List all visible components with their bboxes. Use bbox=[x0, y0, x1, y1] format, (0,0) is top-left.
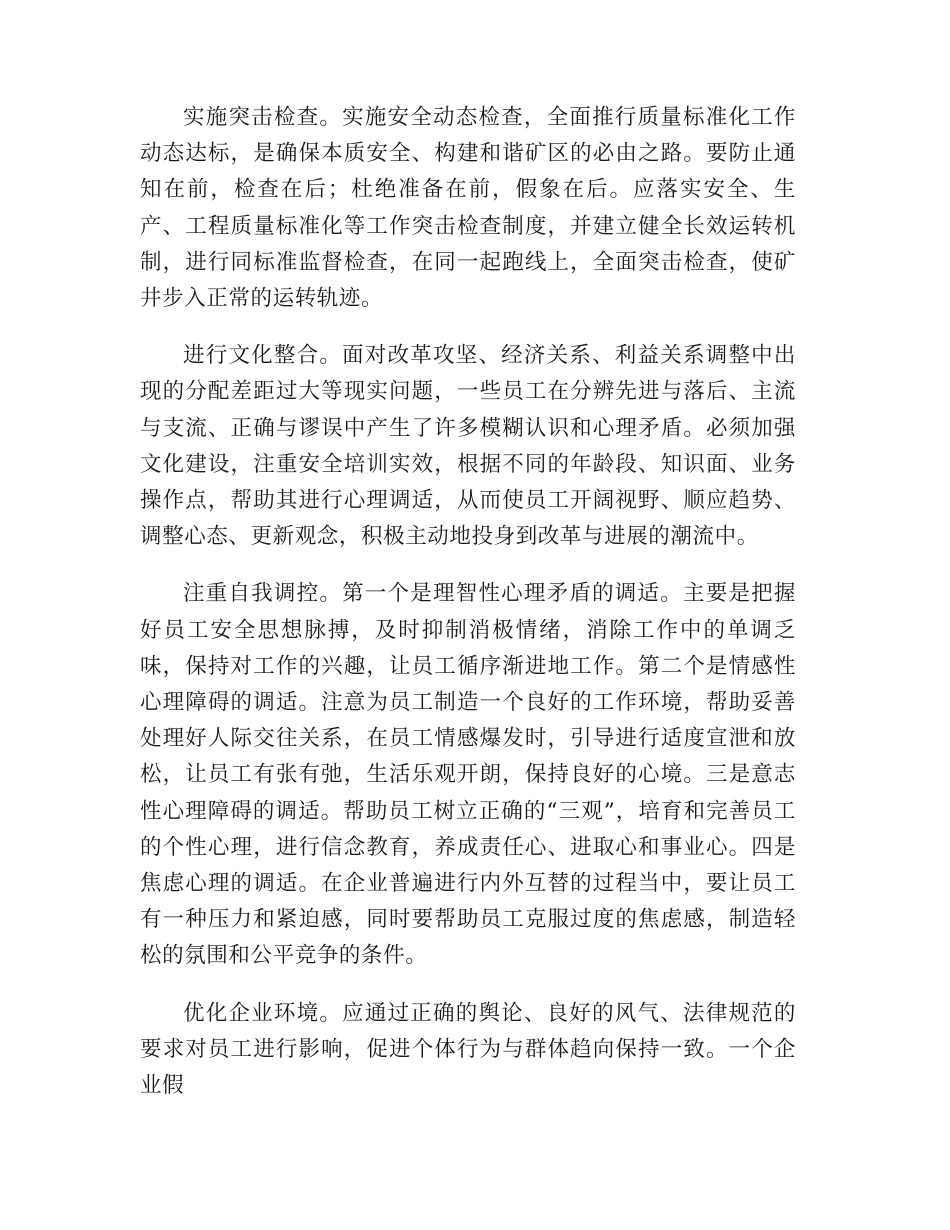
paragraph-cultural-integration: 进行文化整合。面对改革攻坚、经济关系、利益关系调整中出现的分配差距过大等现实问题，一些员工在分辨先进与落后、主流与支流、正确与谬误中产生了许多模糊认识和心理矛盾。必须加强文化建设，注重安全培训实效，根据不同的年龄段、知识面、业务操作点，帮助其进行心理调适，从而使员工开阔视野、顺应趋势、调整心态、更新观念，积极主动地投身到改革与进展的潮流中。 bbox=[140, 343, 796, 550]
paragraph-surprise-inspection: 实施突击检查。实施安全动态检查，全面推行质量标准化工作动态达标，是确保本质安全、构建和谐矿区的必由之路。要防止通知在前，检查在后；杜绝准备在前，假象在后。应落实安全、生产、工程质量标准化等工作突击检查制度，并建立健全长效运转机制，进行同标准监督检查，在同一起跑线上，全面突击检查，使矿井步入正常的运转轨迹。 bbox=[140, 105, 796, 312]
paragraph-optimize-environment: 优化企业环境。应通过正确的舆论、良好的风气、法律规范的要求对员工进行影响，促进个体行为与群体趋向保持一致。一个企业假 bbox=[140, 1000, 796, 1099]
paragraph-self-regulation: 注重自我调控。第一个是理智性心理矛盾的调适。主要是把握好员工安全思想脉搏，及时抑制消极情绪，消除工作中的单调乏味，保持对工作的兴趣，让员工循序渐进地工作。第二个是情感性心理障碍的调适。注意为员工制造一个良好的工作环境，帮助妥善处理好人际交往关系，在员工情感爆发时，引导进行适度宣泄和放松，让员工有张有弛，生活乐观开朗，保持良好的心境。三是意志性心理障碍的调适。帮助员工树立正确的“三观”，培育和完善员工的个性心理，进行信念教育，养成责任心、进取心和事业心。四是焦虑心理的调适。在企业普遍进行内外互替的过程当中，要让员工有一种压力和紧迫感，同时要帮助员工克服过度的焦虑感，制造轻松的氛围和公平竞争的条件。 bbox=[140, 581, 796, 969]
document-page bbox=[140, 100, 796, 1125]
